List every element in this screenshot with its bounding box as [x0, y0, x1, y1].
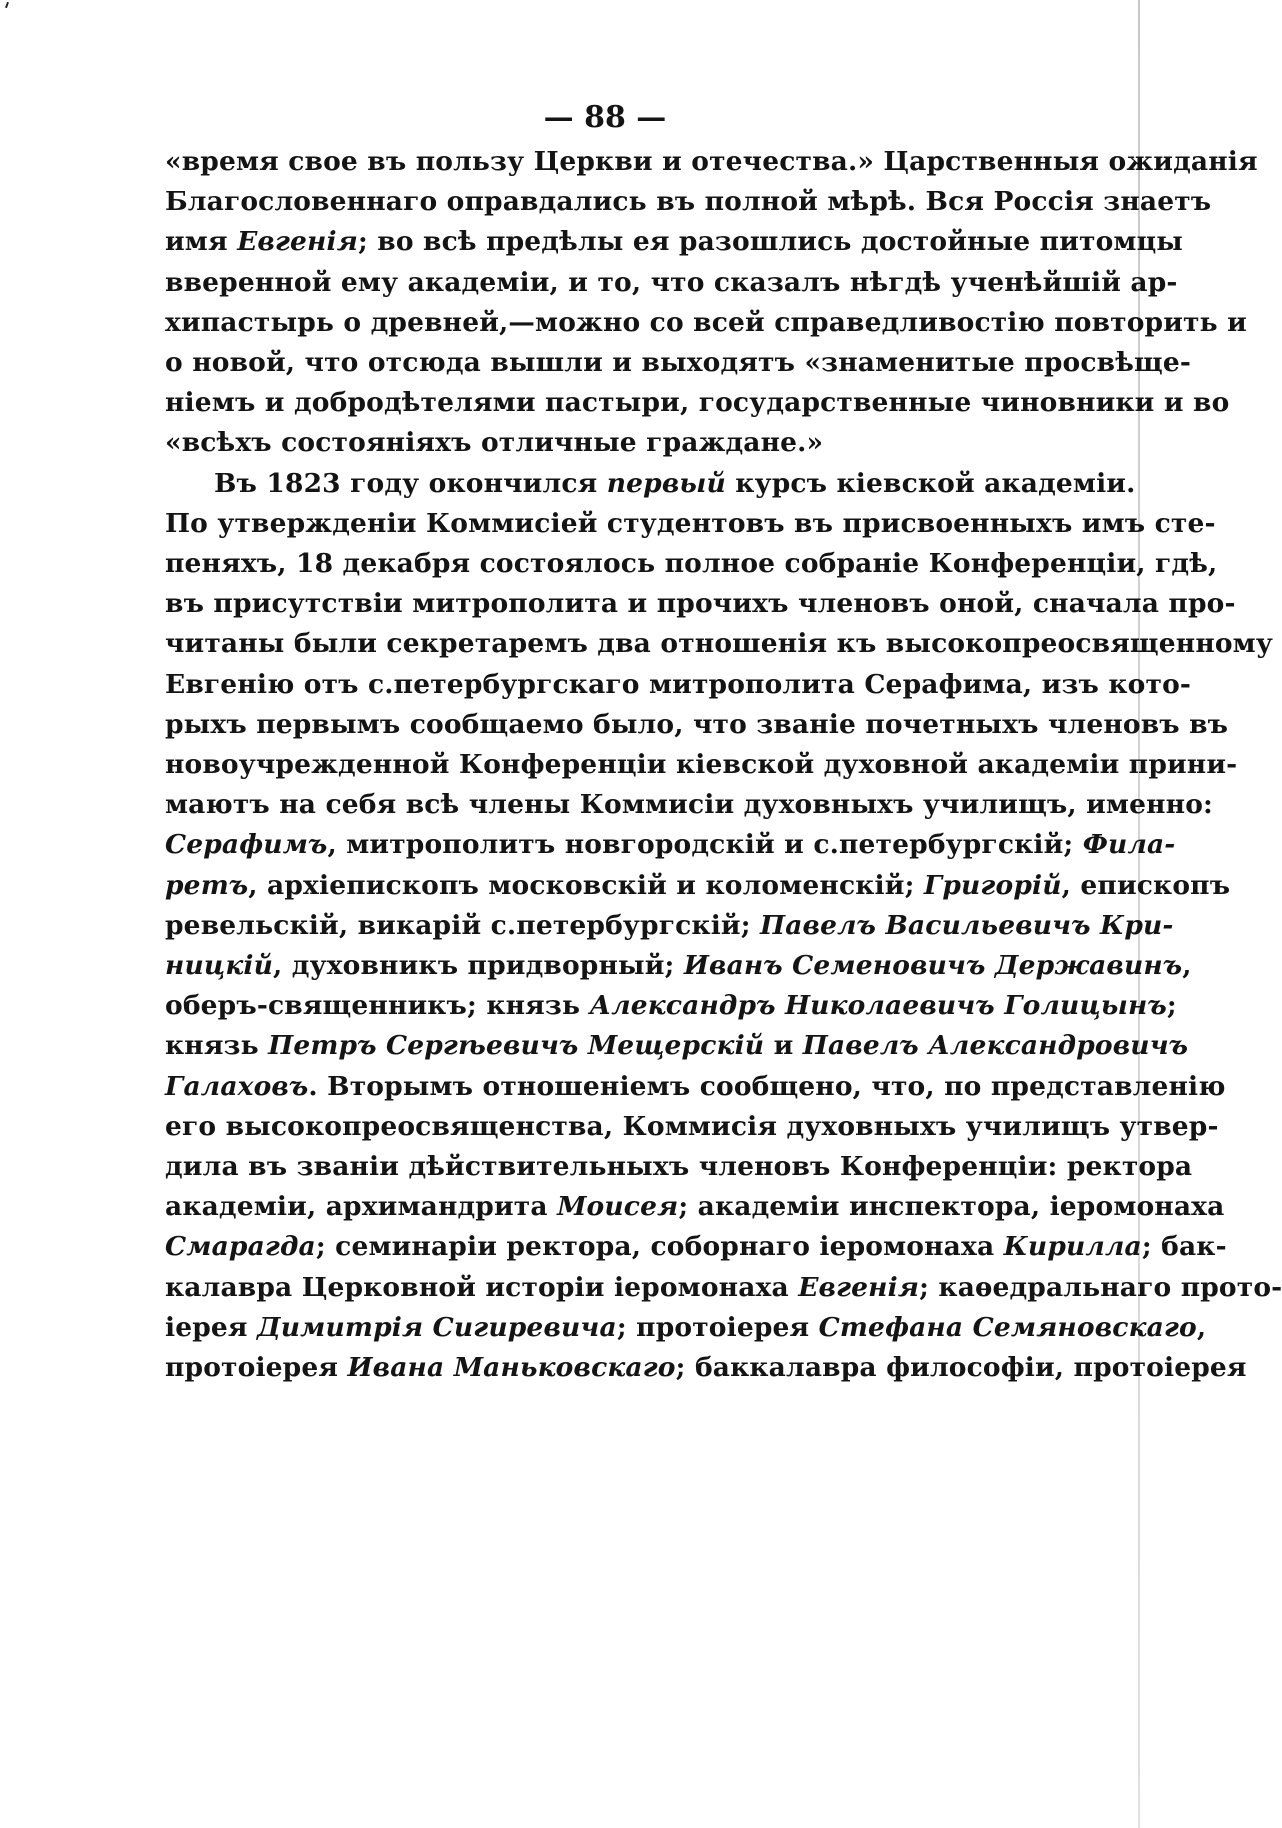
text-run: «всѣхъ состояніяхъ отличные граждане.»: [165, 427, 824, 459]
italic-name-run: Александръ Николаевичъ Голицынъ: [589, 990, 1167, 1022]
italic-name-run: Галаховъ: [165, 1070, 309, 1102]
scan-mark: [5, 2, 9, 8]
italic-name-run: первый: [606, 467, 726, 499]
text-line: [165, 1026, 1189, 1066]
italic-name-run: Фила-: [1082, 829, 1176, 861]
text-line: [165, 1067, 1226, 1107]
text-run: имя: [165, 226, 238, 258]
text-run: читаны были секретаремъ два отношенія къ высокопреосвященному: [165, 628, 1273, 660]
text-line: [165, 343, 1191, 383]
italic-name-run: ницкій: [165, 950, 274, 981]
text-run: пеняхъ, 18 декабря состоялось полное собраніе Конференціи, гдѣ,: [165, 548, 1218, 579]
text-run: ,: [1196, 1311, 1207, 1343]
text-run: Благословеннаго оправдались въ полной мѣрѣ. Вся Россія знаетъ: [165, 186, 1212, 218]
text-run: , епископъ: [1061, 869, 1231, 901]
text-line: [165, 906, 1174, 946]
text-run: о новой, что отсюда вышли и выходятъ «знаменитые просвѣще-: [165, 347, 1191, 378]
text-run: ревельскій, викарій с.петербургскій;: [165, 909, 761, 941]
italic-name-run: Димитрія Сигиревича: [257, 1311, 617, 1343]
text-run: іерея: [165, 1311, 258, 1343]
text-run: и: [764, 1030, 803, 1062]
italic-name-run: Павелъ Александровичъ: [802, 1030, 1189, 1062]
text-line: [165, 584, 1236, 624]
italic-name-run: Григорій: [923, 869, 1062, 901]
text-line: [165, 1107, 1219, 1147]
text-run: ; во всѣ предѣлы ея разошлись достойные питомцы: [357, 226, 1184, 258]
text-line: [165, 222, 1184, 262]
italic-name-run: Моисея: [557, 1191, 679, 1223]
text-run: новоучрежденной Конференціи кіевской духовной академіи прини-: [165, 749, 1238, 780]
text-run: . Вторымъ отношеніемъ сообщено, что, по представленію: [308, 1070, 1226, 1102]
text-run: въ присутствіи митрополита и прочихъ членовъ оной, сначала про-: [165, 588, 1236, 620]
text-run: рыхъ первымъ сообщаемо было, что званіе почетныхъ членовъ въ: [165, 708, 1229, 740]
text-run: ; протоіерея: [616, 1311, 819, 1343]
italic-name-run: Евгенія: [237, 226, 358, 258]
text-run: Евгенію отъ с.петербургскаго митрополита Серафима, изъ кото-: [165, 668, 1192, 700]
italic-name-run: Ивана Маньковскаго: [347, 1352, 676, 1383]
text-line: [165, 182, 1212, 222]
text-run: ; каѳедральнаго прото-: [919, 1271, 1282, 1303]
text-run: ; баккалавра философіи, протоіерея: [675, 1352, 1247, 1383]
text-line: [165, 866, 1231, 906]
text-run: академіи, архимандрита: [165, 1191, 558, 1223]
text-line: [165, 263, 1178, 303]
text-line: [165, 142, 1258, 182]
text-run: вверенной ему академіи, и то, что сказалъ нѣгдѣ ученѣйшій ар-: [165, 266, 1178, 298]
text-run: ; бак-: [1141, 1231, 1227, 1263]
text-run: , духовникъ придворный;: [273, 950, 684, 981]
text-run: дила въ званіи дѣйствительныхъ членовъ Конференціи: ректора: [165, 1151, 1193, 1182]
text-run: князь: [165, 1030, 269, 1062]
text-run: оберъ-священникъ; князь: [165, 990, 590, 1022]
italic-name-run: Павелъ Васильевичъ Кри-: [760, 909, 1174, 941]
text-line: [165, 986, 1177, 1026]
text-line: [165, 423, 823, 463]
italic-name-run: Стефана Семяновскаго: [818, 1311, 1197, 1343]
text-run: хипастырь о древней,—можно со всей справедливостію повторить и: [165, 306, 1247, 338]
italic-name-run: Петръ Сергѣевичъ Мещерскій: [268, 1030, 765, 1062]
text-line: [165, 1348, 1247, 1388]
italic-name-run: Евгенія: [798, 1271, 920, 1303]
italic-name-run: Смарагда: [165, 1231, 316, 1263]
text-line: [165, 1227, 1227, 1267]
text-line: [165, 1308, 1207, 1348]
italic-name-run: Серафимъ: [165, 829, 328, 861]
text-run: ; академіи инспектора, іеромонаха: [678, 1191, 1225, 1223]
italic-name-run: ретъ: [165, 869, 249, 901]
text-run: ; семинаріи ректора, соборнаго іеромонаха: [315, 1231, 1004, 1263]
text-line: [165, 745, 1238, 785]
text-line: [165, 825, 1176, 865]
text-run: калавра Церковной исторіи іеромонаха: [165, 1271, 799, 1303]
text-run: , архіепископъ московскій и коломенскій;: [248, 869, 924, 901]
text-run: маютъ на себя всѣ члены Коммисіи духовныхъ училищъ, именно:: [165, 789, 1213, 821]
text-run: Въ 1823 году окончился: [214, 467, 607, 499]
text-line: [165, 1147, 1193, 1187]
text-line: [165, 1187, 1225, 1227]
italic-name-run: Кирилла: [1003, 1231, 1142, 1263]
text-run: По утвержденіи Коммисіей студентовъ въ присвоенныхъ имъ сте-: [165, 507, 1216, 539]
text-run: протоіерея: [165, 1352, 348, 1383]
text-line: [165, 544, 1218, 584]
text-run: ;: [1166, 990, 1177, 1022]
text-line: [165, 504, 1216, 544]
text-line: [165, 705, 1229, 745]
text-line: [165, 946, 1192, 986]
text-line: [165, 303, 1247, 343]
text-line: [165, 665, 1192, 705]
text-run: курсъ кіевской академіи.: [725, 467, 1136, 499]
text-run: , митрополитъ новгородскій и с.петербургскій;: [327, 829, 1083, 861]
text-run: ніемъ и добродѣтелями пастыри, государственные чиновники и во: [165, 387, 1230, 419]
text-run: его высокопреосвященства, Коммисія духовныхъ училищъ утвер-: [165, 1110, 1219, 1142]
text-line: [214, 464, 1136, 504]
italic-name-run: Иванъ Семеновичъ Державинъ: [683, 950, 1183, 981]
text-line: [165, 1268, 1282, 1308]
text-run: «время свое въ пользу Церкви и отечества.» Царственныя ожиданія: [165, 146, 1258, 177]
text-run: ,: [1182, 950, 1192, 981]
text-line: [165, 383, 1230, 423]
page-number: — 88 —: [543, 100, 667, 135]
text-line: [165, 624, 1273, 664]
text-line: [165, 785, 1213, 825]
